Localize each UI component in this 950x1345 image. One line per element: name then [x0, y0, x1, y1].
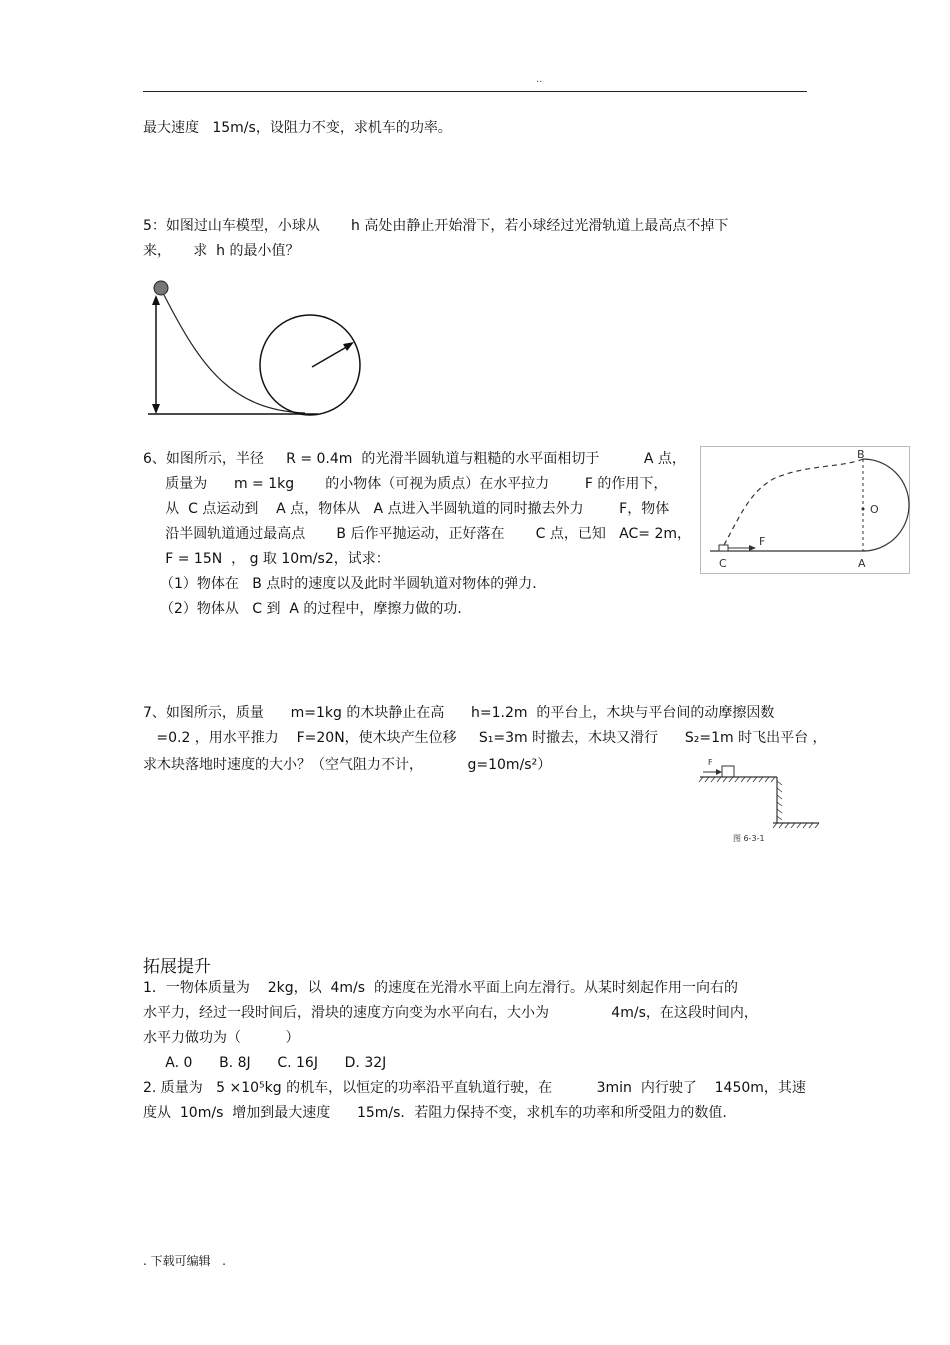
- q6-sub-2: （2）物体从 C 到 A 的过程中，摩擦力做的功．: [160, 601, 472, 617]
- label-C: C: [719, 557, 727, 570]
- section-title: 拓展提升: [143, 957, 211, 977]
- q6-sub-1: （1）物体在 B 点时的速度以及此时半圆轨道对物体的弹力．: [160, 576, 547, 592]
- label-F: F: [708, 758, 713, 767]
- q5-line-1: 5：如图过山车模型，小球从 h 高处由静止开始滑下，若小球经过光滑轨道上最高点不掉下: [143, 218, 729, 234]
- q7-line-2: =0.2 ，用水平推力 F=20N，使木块产生位移 S₁=3m 时撤去，木块又滑行 S₂=1m 时飞出平台 ，: [143, 730, 827, 746]
- radius-arrow: [312, 345, 350, 367]
- label-A: A: [858, 557, 866, 570]
- ext1-line-1: 1．一物体质量为 2kg，以 4m/s 的速度在光滑水平面上向左滑行。从某时刻起作用一向右的: [143, 980, 738, 996]
- block: [719, 545, 728, 551]
- ext2-line-1: 2. 质量为 5 ×10⁵kg 的机车，以恒定的功率沿平直轨道行驶，在 3min 内行驶了 1450m，其速: [143, 1080, 806, 1096]
- loop-circle: [260, 315, 360, 415]
- q6-line-2: 质量为 m = 1kg 的小物体（可视为质点）在水平拉力 F 的作用下，: [143, 476, 668, 492]
- track-curve: [164, 295, 305, 413]
- header-dots: ..: [536, 74, 543, 85]
- semicircle-track-figure: [700, 446, 911, 575]
- q4-tail-text: 最大速度 15m/s，设阻力不变，求机车的功率。: [143, 120, 452, 136]
- q5-line-2: 来， 求 h 的最小值？: [143, 243, 300, 259]
- q7-line-3: 求木块落地时速度的大小？（空气阻力不计， g=10m/s²）: [143, 757, 552, 773]
- q6-line-5: F = 15N ， g 取 10m/s2，试求：: [143, 551, 390, 567]
- roller-coaster-figure: [140, 275, 370, 425]
- block: [722, 766, 734, 777]
- ext1-line-3: 水平力做功为（ ）: [143, 1030, 300, 1046]
- q6-line-1: 6、如图所示，半径 R = 0.4m 的光滑半圆轨道与粗糙的水平面相切于 A 点，: [143, 451, 686, 467]
- figure-caption: 图 6-3-1: [733, 834, 765, 843]
- label-O: O: [870, 503, 879, 516]
- ext1-options: A. 0 B. 8J C. 16J D. 32J: [143, 1055, 387, 1071]
- q6-line-3: 从 C 点运动到 A 点，物体从 A 点进入半圆轨道的同时撤去外力 F，物体: [143, 501, 670, 517]
- q7-line-1: 7、如图所示，质量 m=1kg 的木块静止在高 h=1.2m 的平台上，木块与平台间的动摩擦因数: [143, 705, 775, 721]
- ext2-line-2: 度从 10m/s 增加到最大速度 15m/s．若阻力保持不变，求机车的功率和所受阻力的数值.: [143, 1105, 727, 1121]
- label-B: B: [857, 448, 865, 461]
- header-rule: [143, 91, 807, 92]
- ball-icon: [154, 281, 168, 295]
- label-F: F: [759, 535, 766, 548]
- platform-figure: [695, 755, 825, 845]
- footer-text: . 下载可编辑 .: [143, 1254, 226, 1268]
- ext1-line-2: 水平力，经过一段时间后，滑块的速度方向变为水平向右，大小为 4m/s，在这段时间内，: [143, 1005, 758, 1021]
- q6-line-4: 沿半圆轨道通过最高点 B 后作平抛运动，正好落在 C 点，已知 AC= 2m，: [143, 526, 692, 542]
